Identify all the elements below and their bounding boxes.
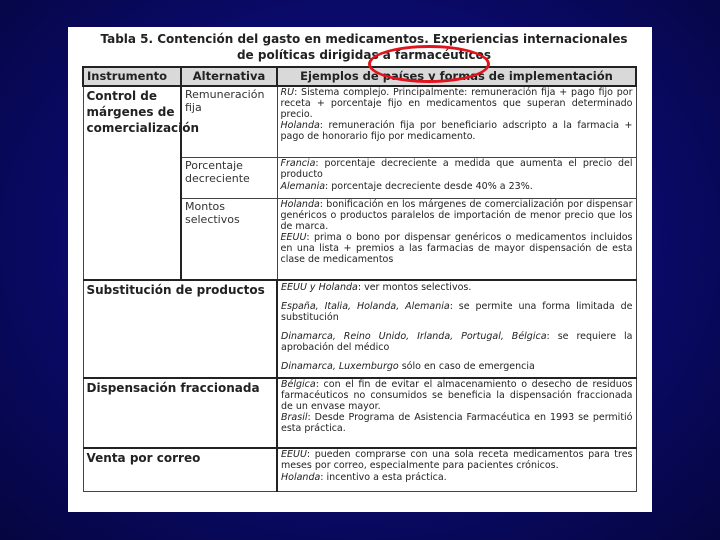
red-annotation-circle — [368, 45, 490, 83]
header-alternative: Alternativa — [181, 67, 277, 86]
examples-dispensing: Bélgica: con el fin de evitar el almacenamiento o desecho de residuos farmacéuticos no consumidos se beneficia la dispensación fraccionada de un envase mayor. Brasil: Desde Programa de Asistencia Farmacéutica en 1993 se permitió esta práctica. — [277, 378, 636, 448]
alternative-selective: Montos selectivos — [181, 199, 277, 281]
table-header-row — [83, 67, 636, 86]
document-page — [68, 27, 652, 512]
instrument-substitution: Substitución de productos — [83, 280, 277, 378]
examples-mail: EEUU: pueden comprarse con una sola receta medicamentos para tres meses por correo, especialmente para pacientes crónicos. Holanda: incentivo a esta práctica. — [277, 448, 636, 492]
title-line-2: de políticas dirigidas a farmacéuticos — [236, 48, 492, 62]
examples-decreasing: Francia: porcentaje decreciente a medida que aumenta el precio del producto Alemania: porcentaje decreciente desde 40% a 23%. — [277, 158, 636, 199]
examples-substitution: EEUU y Holanda: ver montos selectivos. España, Italia, Holanda, Alemania: se permite una forma limitada de substitución Dinamarca, Reino Unido, Irlanda, Portugal, Bélgica: se requiere la aprobación del médico Dinamarca, Luxemburgo sólo en caso de emergencia — [277, 280, 636, 378]
title-line-1: Tabla 5. Contención del gasto en medicamentos. Experiencias internacionales — [100, 32, 628, 46]
table-row — [83, 86, 636, 158]
header-instrument: Instrumento — [83, 67, 181, 86]
instrument-control: Control de márgenes de comercialización — [83, 86, 181, 280]
instrument-dispensing: Dispensación fraccionada — [83, 378, 277, 448]
table-row — [83, 378, 636, 448]
table-row — [83, 448, 636, 492]
policy-table — [82, 66, 637, 492]
alternative-decreasing: Porcentaje decreciente — [181, 158, 277, 199]
table-title — [82, 31, 646, 63]
examples-selective: Holanda: bonificación en los márgenes de comercialización por dispensar genéricos o productos paralelos de importación de menor precio que los de marca. EEUU: prima o bono por dispensar genéricos o medicamentos incluidos en una lista + premios a las farmacias de mayor dispensación de esta clase de medicamentos — [277, 199, 636, 281]
instrument-mail: Venta por correo — [83, 448, 277, 492]
table-row — [83, 280, 636, 378]
header-examples: Ejemplos de países y formas de implementación — [277, 67, 636, 86]
alternative-fixed: Remuneración fija — [181, 86, 277, 158]
examples-fixed: RU: Sistema complejo. Principalmente: remuneración fija + pago fijo por receta + porcentaje fijo en medicamentos que superan determinado precio. Holanda: remuneración fija por beneficiario adscripto a la farmacia + pago de honorario fijo por medicamento. — [277, 86, 636, 158]
